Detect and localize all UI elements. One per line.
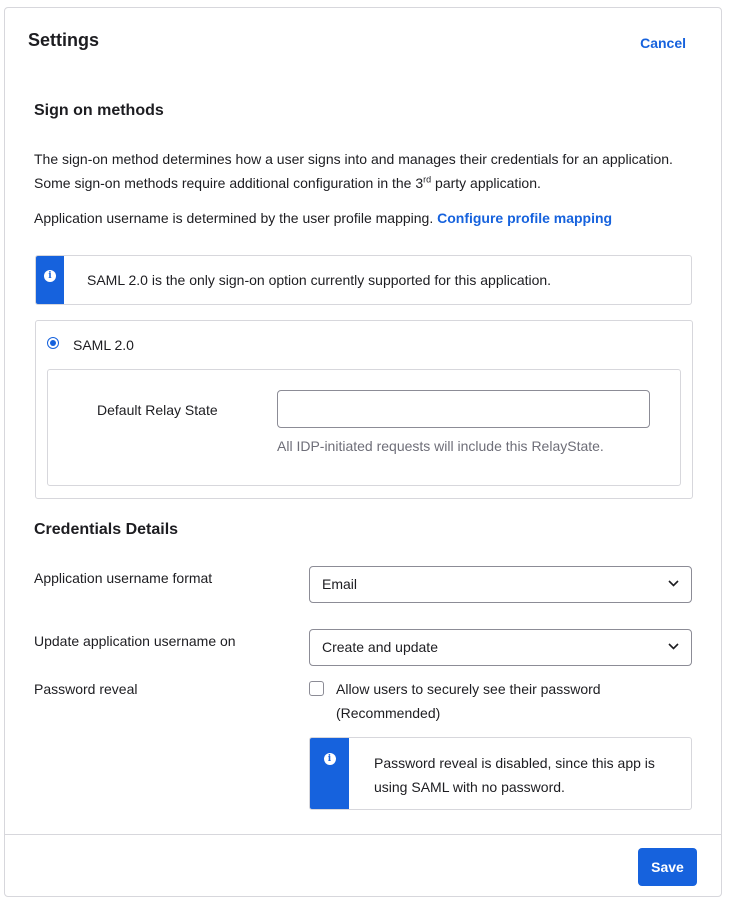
relay-state-label: Default Relay State	[97, 402, 218, 418]
password-reveal-checkbox-label[interactable]: Allow users to securely see their password (Recommended)	[336, 681, 601, 721]
page-title: Settings	[28, 30, 100, 50]
sign-on-methods-title: Sign on methods	[34, 102, 164, 119]
sign-on-description: The sign-on method determines how a user signs into and manages their credentials for an application. Some sign-on methods require additional configuration in the 3rd party application.	[34, 151, 673, 191]
saml-info-callout	[35, 255, 692, 305]
profile-mapping-text: Application username is determined by the user profile mapping. Configure profile mapping	[34, 210, 613, 226]
saml-radio-button[interactable]	[47, 337, 59, 349]
saml-radio-label[interactable]: SAML 2.0	[73, 337, 134, 353]
update-username-label: Update application username on	[34, 633, 236, 649]
cancel-button[interactable]: Cancel	[640, 35, 686, 51]
info-icon: i	[324, 753, 336, 765]
update-username-value: Create and update	[322, 639, 438, 655]
password-reveal-label: Password reveal	[34, 681, 138, 697]
update-username-select[interactable]	[309, 629, 692, 666]
configure-profile-mapping-link[interactable]: Configure profile mapping	[437, 210, 613, 226]
password-reveal-checkbox[interactable]	[309, 681, 324, 696]
relay-state-panel	[47, 369, 681, 486]
username-format-value: Email	[322, 576, 358, 592]
info-icon: i	[44, 270, 56, 282]
chevron-down-icon	[668, 643, 679, 650]
settings-card	[4, 7, 722, 897]
username-format-label: Application username format	[34, 570, 213, 586]
relay-state-input[interactable]	[277, 390, 650, 428]
footer-divider	[5, 834, 721, 835]
saml-method-panel	[35, 320, 693, 499]
relay-state-hint: All IDP-initiated requests will include this RelayState.	[277, 438, 604, 454]
saml-info-text: SAML 2.0 is the only sign-on option currently supported for this application.	[87, 272, 552, 288]
save-button[interactable]: Save	[638, 848, 697, 886]
password-reveal-info-text: Password reveal is disabled, since this app is using SAML with no password.	[374, 755, 655, 795]
credentials-details-title: Credentials Details	[34, 521, 179, 538]
chevron-down-icon	[668, 580, 679, 587]
username-format-select[interactable]	[309, 566, 692, 603]
password-reveal-info-callout	[309, 737, 692, 810]
